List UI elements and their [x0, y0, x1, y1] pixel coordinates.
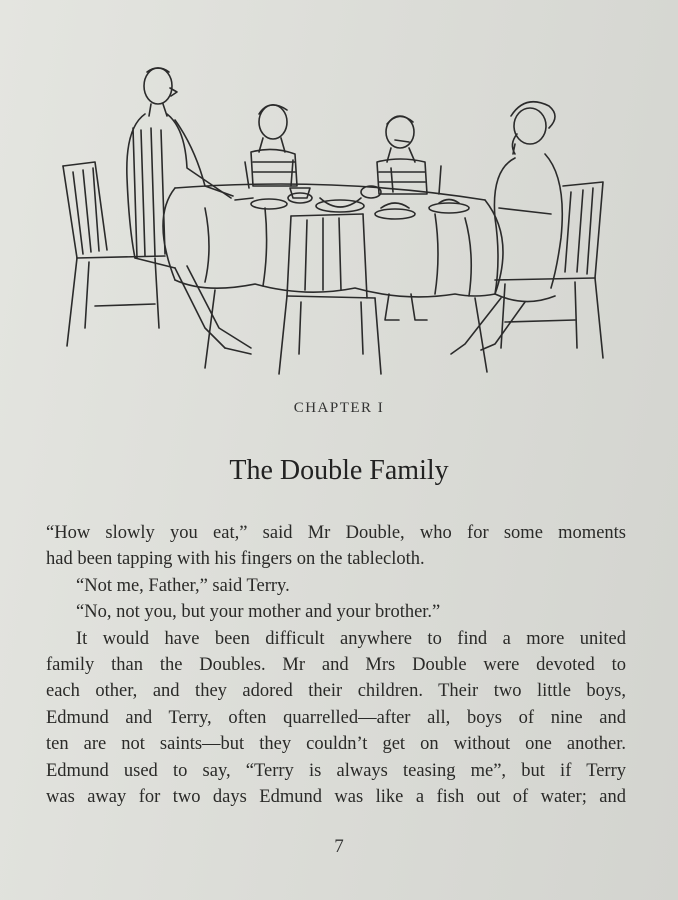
text-line: Edmund used to say, “Terry is always teasing me”, but if Terry [46, 760, 626, 781]
right-chair-icon [495, 182, 603, 358]
text-line: It would have been difficult anywhere to find a more united [76, 628, 626, 649]
text-line: family than the Doubles. Mr and Mrs Double were devoted to [46, 655, 626, 676]
text-line: ten are not saints—but they couldn’t get on without one another. [46, 734, 626, 755]
boy-left-figure-icon [251, 105, 297, 186]
text-line: Edmund and Terry, often quarrelled—after all, boys of nine and [46, 707, 626, 728]
back-chairs-icon [245, 160, 441, 194]
page-number: 7 [334, 836, 344, 857]
text-line: “No, not you, but your mother and your brother.” [76, 602, 441, 623]
text-line: “How slowly you eat,” said Mr Double, who for some moments [46, 523, 626, 543]
body-text [46, 520, 626, 810]
text-line: had been tapping with his fingers on the tablecloth. [46, 549, 425, 570]
text-line: “Not me, Father,” said Terry. [76, 575, 290, 596]
chapter-label: CHAPTER I [293, 400, 385, 416]
left-chair-icon [63, 162, 165, 346]
family-dinner-illustration-icon [55, 58, 615, 376]
chapter-title: The Double Family [229, 455, 449, 486]
text-line: each other, and they adored their children. Their two little boys, [46, 681, 626, 702]
front-chair-icon [279, 214, 381, 374]
father-figure-icon [127, 68, 251, 354]
text-line: was away for two days Edmund was like a fish out of water; and [46, 787, 626, 808]
